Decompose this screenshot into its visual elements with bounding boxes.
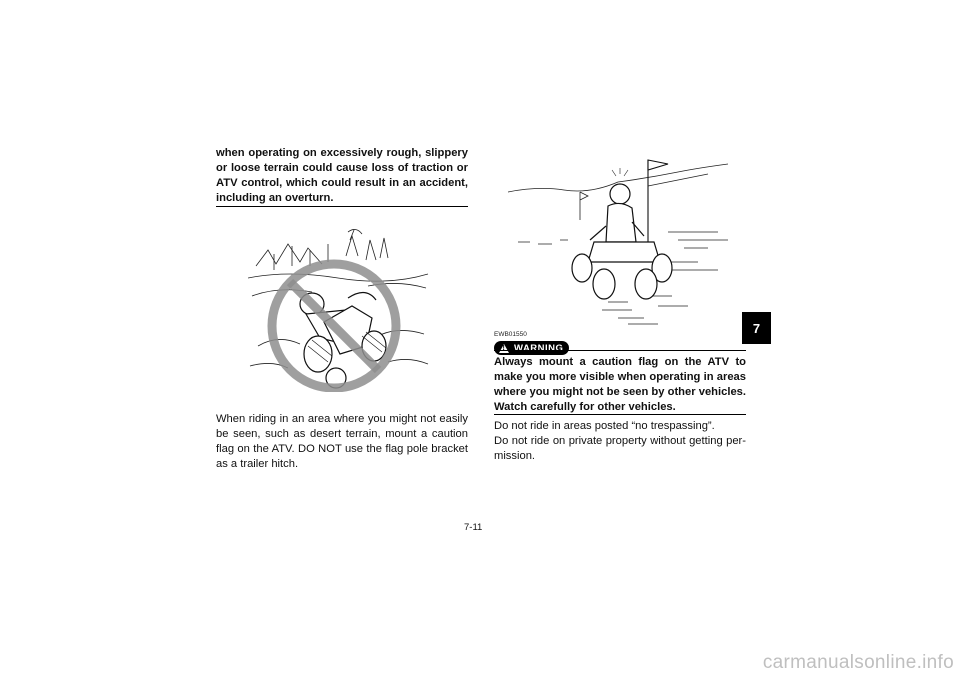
page-number: 7-11 [464, 522, 483, 533]
warning-end-rule-right [494, 414, 746, 415]
caution-flag-advice-text: When riding in an area where you might not easily be seen, such as desert terrain, mount a caution flag on the ATV. DO NOT use the flag pole bracket as a trailer hitch. [216, 413, 468, 470]
watermark: carmanualsonline.info [762, 652, 954, 673]
warning-start-rule [494, 350, 746, 351]
atv-with-caution-flag-icon [508, 152, 738, 328]
warning-text: Always mount a caution flag on the ATV to make you more visible when operating in areas where you might not be seen by other vehicles. Watch carefully for other vehicles. [494, 356, 746, 413]
private-property-text: Do not ride on private property without getting per-mission. [494, 435, 746, 462]
warning-continuation-text: when operating on excessively rough, slippery or loose terrain could cause loss of traction or ATV control, which could result in an accident, including an overturn. [216, 147, 468, 204]
warning-badge [494, 341, 569, 355]
warning-code: EWB01550 [494, 331, 527, 338]
warning-triangle-icon [499, 344, 509, 353]
warning-end-rule [216, 206, 468, 207]
warning-label: WARNING [514, 342, 564, 354]
chapter-tab: 7 [742, 312, 771, 344]
no-trespassing-text: Do not ride in areas posted “no trespassing”. [494, 420, 715, 432]
prohibited-rough-terrain-icon [248, 226, 430, 392]
